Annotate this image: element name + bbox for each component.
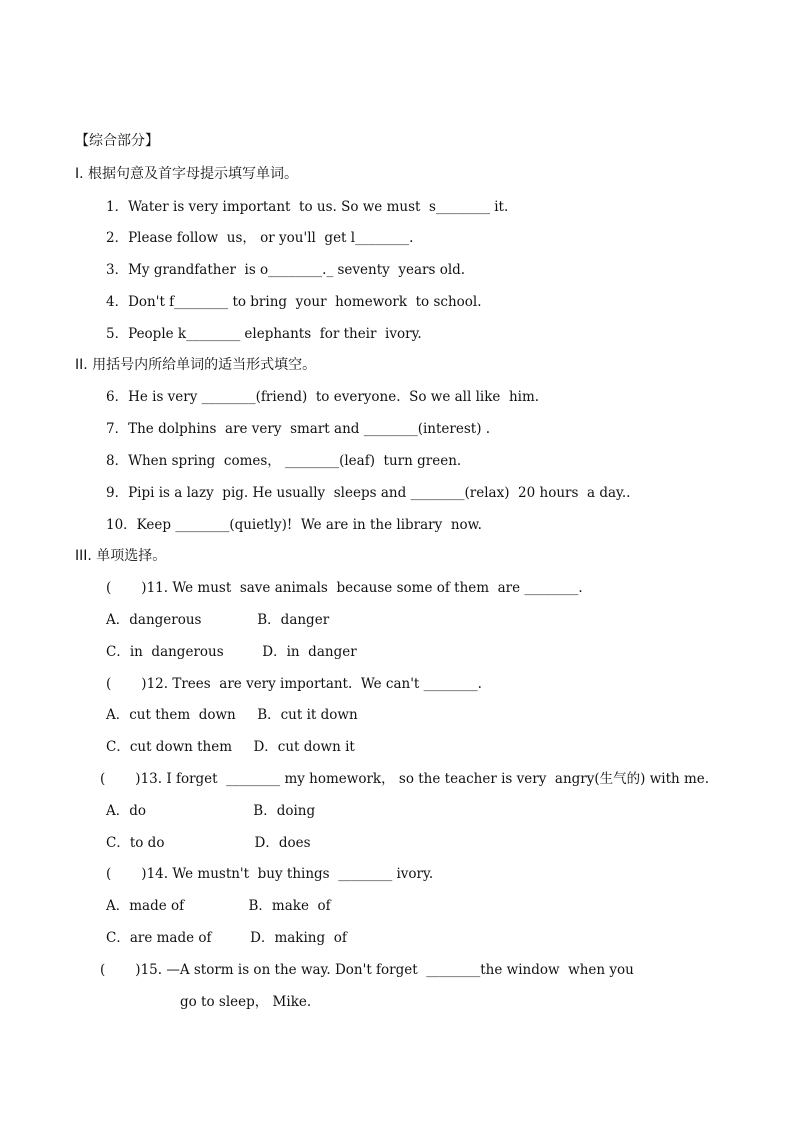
question-2: 2．Please follow us， or you'll get l________. [106, 230, 414, 246]
question-15: ( )15. —A storm is on the way. Don't forget ________the window when you [100, 962, 634, 978]
question-13-options-cd: C．to do D．does [106, 835, 311, 851]
question-15-continuation: go to sleep， Mike. [180, 994, 312, 1010]
question-14-options-ab: A．made of B．make of [106, 898, 331, 914]
question-10: 10．Keep ________(quietly)! We are in the library now. [106, 517, 482, 533]
question-8: 8．When spring comes， ________(leaf) turn green. [106, 453, 462, 469]
question-5: 5．People k________ elephants for their ivory. [106, 326, 422, 342]
question-12-options-ab: A．cut them down B．cut it down [106, 707, 358, 723]
section-1-heading: Ⅰ. 根据句意及首字母提示填写单词。 [75, 166, 299, 182]
question-12-options-cd: C．cut down them D．cut down it [106, 739, 355, 755]
question-9: 9．Pipi is a lazy pig. He usually sleeps and ________(relax) 20 hours a day.. [106, 485, 631, 501]
question-1: 1．Water is very important to us. So we must s________ it. [106, 199, 509, 215]
question-4: 4．Don't f________ to bring your homework to school. [106, 294, 482, 310]
question-14-options-cd: C．are made of D．making of [106, 930, 347, 946]
question-11-options-cd: C．in dangerous D．in danger [106, 644, 357, 660]
question-3: 3．My grandfather is o________._ seventy years old. [106, 262, 466, 278]
question-13: ( )13. I forget ________ my homework， so the teacher is very angry(生气的) with me. [100, 771, 710, 787]
section-header: 【综合部分】 [75, 133, 159, 149]
question-13-options-ab: A．do B．doing [106, 803, 316, 819]
question-11-options-ab: A．dangerous B．danger [106, 612, 330, 628]
section-3-heading: III. 单项选择。 [75, 548, 167, 564]
question-11: ( )11. We must save animals because some of them are ________. [106, 580, 583, 596]
question-14: ( )14. We mustn't buy things ________ ivory. [106, 866, 434, 882]
question-7: 7．The dolphins are very smart and ________(interest) . [106, 421, 491, 437]
section-2-heading: II. 用括号内所给单词的适当形式填空。 [75, 357, 317, 373]
question-6: 6．He is very ________(friend) to everyone. So we all like him. [106, 389, 540, 405]
question-12: ( )12. Trees are very important. We can't ________. [106, 676, 482, 692]
